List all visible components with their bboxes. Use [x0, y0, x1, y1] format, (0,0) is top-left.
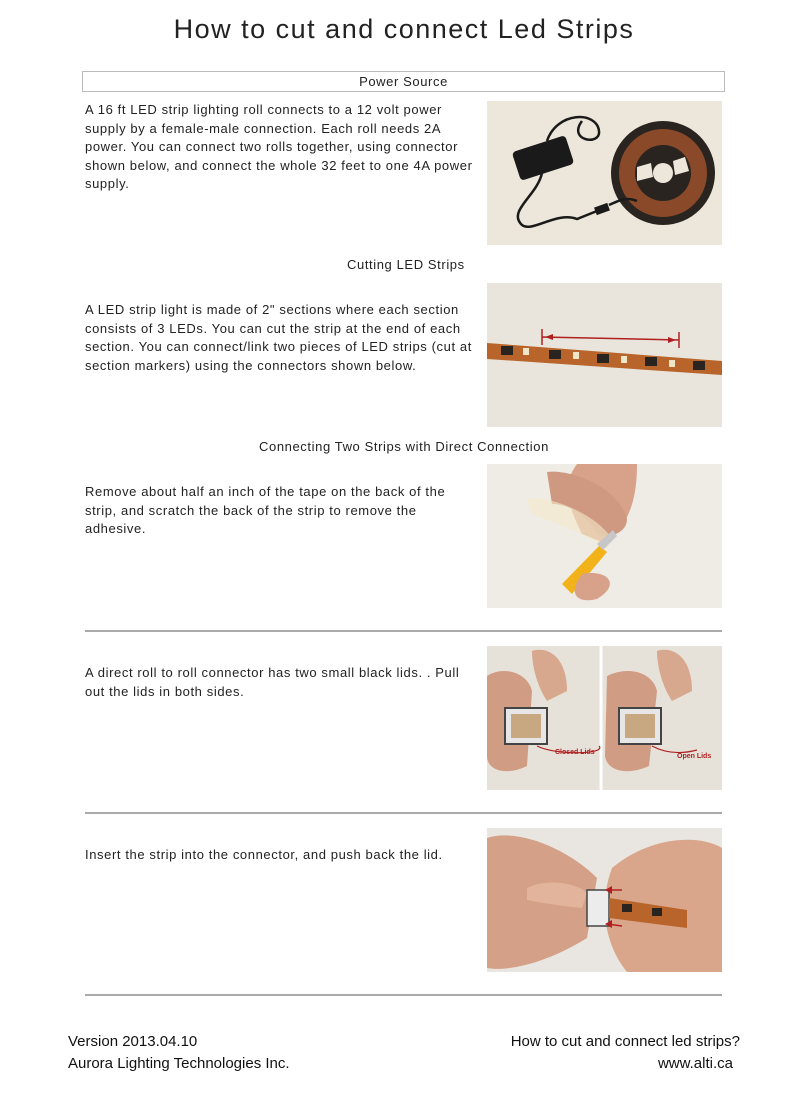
insert-strip-photo — [487, 828, 722, 972]
footer-company: Aurora Lighting Technologies Inc. — [68, 1055, 290, 1072]
divider — [85, 812, 722, 814]
connecting-heading: Connecting Two Strips with Direct Connection — [259, 439, 549, 454]
divider — [85, 630, 722, 632]
footer-question: How to cut and connect led strips? — [510, 1033, 740, 1050]
power-source-heading: Power Source — [82, 71, 725, 92]
footer-website[interactable]: www.alti.ca — [657, 1055, 733, 1072]
led-strip-photo — [487, 283, 722, 427]
closed-lids-label: Closed Lids — [555, 749, 595, 756]
step1-text: Remove about half an inch of the tape on the back of the strip, and scratch the back of the strip to remove the adhesive. — [85, 484, 446, 536]
power-source-text: A 16 ft LED strip lighting roll connects to a 12 volt power supply by a female-male connection. Each roll needs 2A power. You can connect two rolls together, using connector shown below, and connect the whole 32 feet to one 4A power supply. — [85, 102, 473, 191]
page-title: How to cut and connect Led Strips — [173, 14, 635, 44]
cutting-heading: Cutting LED Strips — [347, 257, 465, 272]
step3-text: Insert the strip into the connector, and push back the lid. — [85, 847, 443, 862]
footer-version: Version 2013.04.10 — [68, 1033, 198, 1050]
connector-lids-photo — [487, 646, 722, 790]
open-lids-label: Open Lids — [677, 753, 712, 760]
step2-text: A direct roll to roll connector has two small black lids. . Pull out the lids in both sides. — [85, 665, 460, 699]
divider — [85, 994, 722, 996]
power-supply-photo — [487, 101, 722, 245]
scratch-adhesive-photo — [487, 464, 722, 608]
cutting-text: A LED strip light is made of 2" sections where each section consists of 3 LEDs. You can cut the strip at the end of each section. You can connect/link two pieces of LED strips (cut at section markers) using the connectors shown below. — [85, 302, 472, 373]
